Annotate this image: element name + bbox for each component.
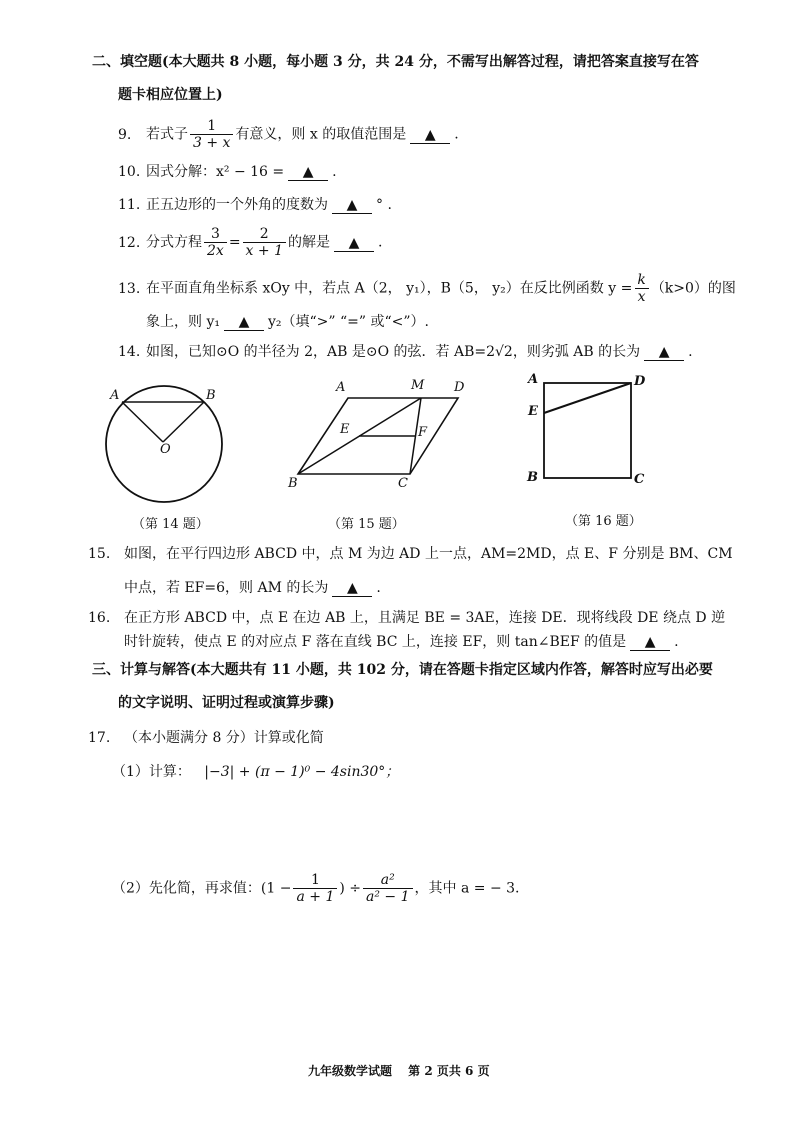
figure-16-caption: （第 16 题） bbox=[565, 514, 642, 529]
question-number: 9. bbox=[118, 126, 132, 143]
question-11: 11. 正五边形的一个外角的度数为 ▲ ° . bbox=[118, 197, 392, 213]
label-A: A bbox=[528, 372, 539, 387]
label-E: E bbox=[528, 404, 538, 419]
question-14: 14. 如图，已知⊙O 的半径为 2，AB 是⊙O 的弦．若 AB=2√2，则劣弧 AB 的长为 ▲ . bbox=[118, 344, 693, 360]
fraction: $\frac{1}{a + 1}$ bbox=[293, 872, 337, 905]
figure-16-square bbox=[538, 380, 638, 480]
label-D: D bbox=[634, 374, 646, 389]
question-15-line-2: 中点，若 EF=6，则 AM 的长为 ▲ . bbox=[124, 580, 381, 596]
question-number: 12. bbox=[118, 234, 141, 251]
question-number: 16. bbox=[88, 610, 111, 626]
label-A: A bbox=[110, 388, 120, 403]
question-12: 12. 分式方程 $\frac{3}{2x}$ = $\frac{2}{x + 1}$ 的解是 ▲ . bbox=[118, 226, 383, 259]
section-2-title-cont: 题卡相应位置上) bbox=[118, 87, 223, 103]
question-number: 14. bbox=[118, 344, 141, 360]
answer-blank: ▲ bbox=[224, 314, 264, 331]
label-B: B bbox=[288, 476, 298, 491]
label-M: M bbox=[411, 378, 425, 393]
question-number: 15. bbox=[88, 546, 111, 562]
question-number: 11. bbox=[118, 197, 141, 213]
fraction: $\frac{k}{x}$ bbox=[634, 272, 648, 305]
label-E: E bbox=[340, 422, 350, 437]
label-F: F bbox=[418, 425, 428, 440]
answer-blank: ▲ bbox=[644, 344, 684, 361]
label-B: B bbox=[527, 470, 538, 485]
answer-blank: ▲ bbox=[288, 164, 328, 181]
question-number: 10. bbox=[118, 164, 141, 180]
label-B: B bbox=[206, 388, 216, 403]
fraction: $\frac{1}{3 + x}$ bbox=[190, 118, 233, 151]
label-C: C bbox=[398, 476, 408, 491]
question-number: 13. bbox=[118, 280, 141, 297]
section-3-title: 三、计算与解答(本大题共有 11 小题，共 102 分，请在答题卡指定区域内作答，解答时应写出必要 bbox=[92, 662, 713, 678]
figure-14-caption: （第 14 题） bbox=[132, 517, 209, 532]
label-C: C bbox=[634, 472, 645, 487]
question-16-line-2: 时针旋转，使点 E 的对应点 F 落在直线 BC 上，连接 EF，则 tan∠BEF 的值是 ▲ . bbox=[124, 634, 679, 650]
figure-15-parallelogram bbox=[290, 380, 470, 480]
answer-blank: ▲ bbox=[332, 580, 372, 597]
question-16: 16. 在正方形 ABCD 中，点 E 在边 AB 上，且满足 BE = 3AE，连接 DE．现将线段 DE 绕点 D 逆 bbox=[88, 610, 726, 626]
question-17-part-2: （2）先化简，再求值：(1 − $\frac{1}{a + 1}$ ) ÷ $\frac{\text{a²}}{\text{a² − 1}}$ ，其中 a = − 3. bbox=[112, 872, 520, 905]
answer-blank: ▲ bbox=[332, 197, 372, 214]
section-2-title: 二、填空题(本大题共 8 小题，每小题 3 分，共 24 分，不需写出解答过程，请把答案直接写在答 bbox=[92, 54, 699, 70]
figure-15-caption: （第 15 题） bbox=[328, 517, 405, 532]
label-O: O bbox=[160, 442, 171, 457]
fraction: $\frac{3}{2x}$ bbox=[204, 226, 227, 259]
question-17-part-1: （1）计算： |−3| + (π − 1)⁰ − 4sin30°； bbox=[112, 764, 400, 780]
question-number: 17. bbox=[88, 730, 111, 746]
label-D: D bbox=[454, 380, 465, 395]
question-17: 17. （本小题满分 8 分）计算或化简 bbox=[88, 730, 324, 746]
question-10: 10. 因式分解：x² − 16 = ▲ . bbox=[118, 164, 337, 180]
answer-blank: ▲ bbox=[410, 127, 450, 144]
fraction: $\frac{2}{x + 1}$ bbox=[243, 226, 286, 259]
question-9: 9. 若式子 $\frac{1}{3 + x}$ 有意义，则 x 的取值范围是 ▲ . bbox=[118, 118, 459, 151]
fraction: $\frac{\text{a²}}{\text{a² − 1}}$ bbox=[363, 872, 413, 905]
question-13: 13. 在平面直角坐标系 xOy 中，若点 A（2， y₁），B（5， y₂）在反比例函数 y = $\frac{k}{x}$ （k>0）的图 bbox=[118, 272, 736, 305]
label-A: A bbox=[336, 380, 346, 395]
answer-blank: ▲ bbox=[630, 634, 670, 651]
answer-blank: ▲ bbox=[334, 235, 374, 252]
section-3-title-cont: 的文字说明、证明过程或演算步骤) bbox=[118, 695, 335, 711]
question-15: 15. 如图，在平行四边形 ABCD 中，点 M 为边 AD 上一点，AM=2MD，点 E、F 分别是 BM、CM bbox=[88, 546, 733, 562]
page-footer: 九年级数学试题 第 2 页共 6 页 bbox=[308, 1064, 490, 1078]
question-13-line-2: 象上，则 y₁ ▲ y₂（填“>” “=” 或“<”）. bbox=[146, 314, 429, 330]
